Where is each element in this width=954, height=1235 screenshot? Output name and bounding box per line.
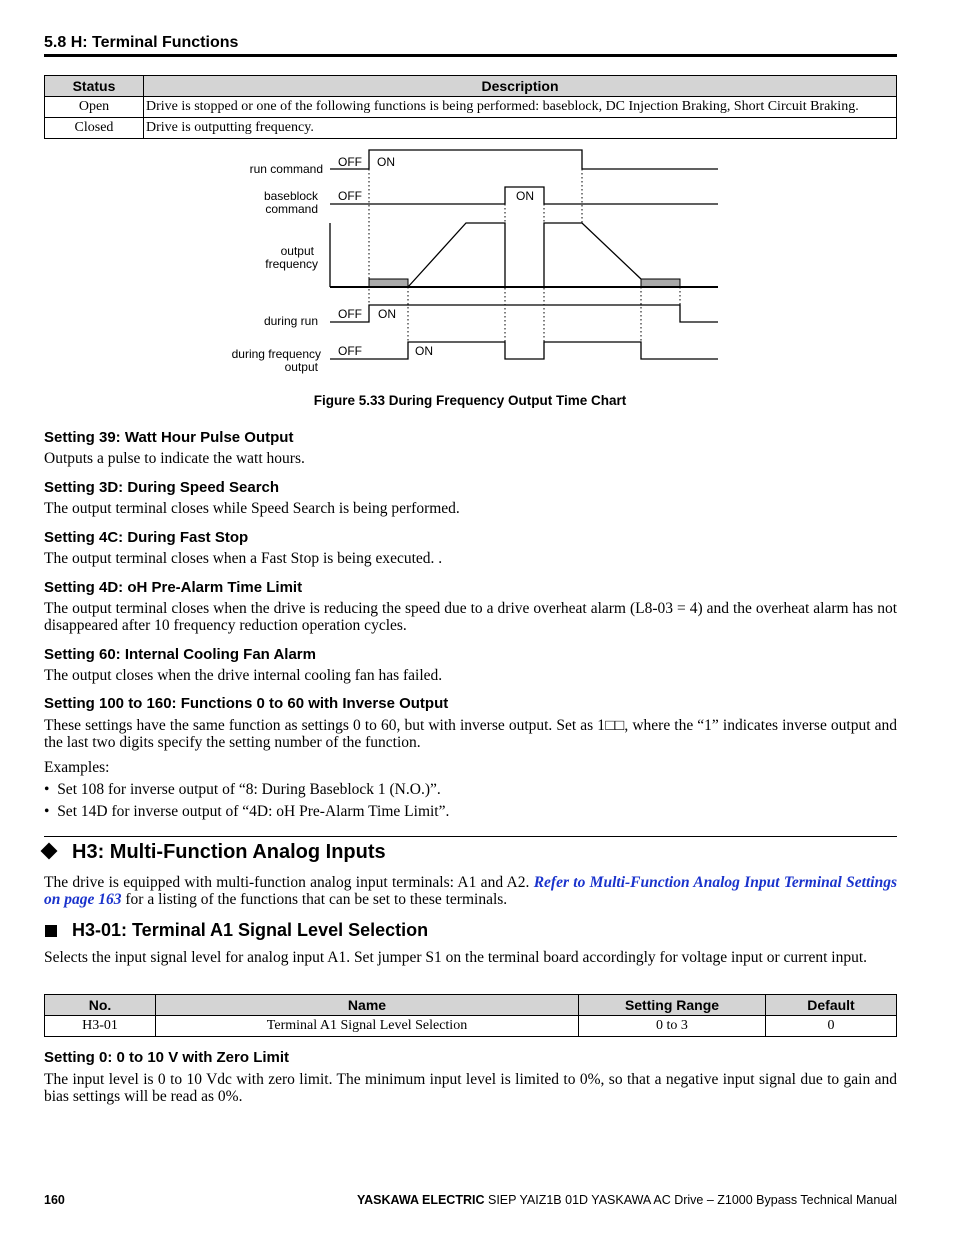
section-header: 5.8 H: Terminal Functions — [44, 34, 239, 51]
on-label: ON — [516, 189, 534, 203]
description-cell: Drive is outputting frequency. — [144, 118, 897, 139]
intro-text: for a listing of the functions that can be set to these terminals. — [121, 891, 508, 908]
output-frequency-signal — [408, 223, 505, 287]
table-row — [45, 97, 897, 118]
table-row — [45, 1016, 897, 1037]
section-title: Setting 100 to 160: Functions 0 to 60 with Inverse Output — [44, 695, 449, 712]
table-row — [45, 118, 897, 139]
parameter-table — [44, 994, 897, 1037]
section-body: The output terminal closes when the drive is reducing the speed due to a drive overheat alarm (L8-03 = 4) and the overheat alarm has not disappeared after 10 frequency reduction operation cycles. — [44, 600, 897, 634]
col-no: No. — [45, 995, 156, 1016]
cell: Terminal A1 Signal Level Selection — [156, 1016, 579, 1037]
off-label: OFF — [338, 307, 362, 321]
col-range: Setting Range — [579, 995, 766, 1016]
footer-title — [357, 1193, 897, 1207]
label-baseblock: command — [265, 202, 318, 216]
h3-title: H3: Multi-Function Analog Inputs — [72, 841, 386, 863]
cell: 0 — [766, 1016, 897, 1037]
col-name: Name — [156, 995, 579, 1016]
label-run-command: run command — [249, 162, 323, 176]
on-label: ON — [415, 344, 433, 358]
dc-injection-block — [641, 279, 680, 287]
col-status: Status — [45, 76, 144, 97]
on-label: ON — [377, 155, 395, 169]
status-table — [44, 75, 897, 139]
during-frequency-signal — [330, 342, 718, 359]
figure-caption: Figure 5.33 During Frequency Output Time Chart — [313, 393, 627, 408]
footer-manual: SIEP YAIZ1B 01D YASKAWA AC Drive – Z1000 Bypass Technical Manual — [484, 1193, 897, 1207]
example-text: Set 14D for inverse output of “4D: oH Pre-Alarm Time Limit”. — [57, 803, 450, 820]
header-rule — [44, 54, 897, 57]
label-during-frequency: during frequency — [231, 347, 321, 361]
section-title: Setting 0: 0 to 10 V with Zero Limit — [44, 1049, 290, 1066]
off-label: OFF — [338, 344, 362, 358]
section-body: The output terminal closes when a Fast Stop is being executed. . — [44, 550, 443, 567]
section-body: The output closes when the drive internal cooling fan has failed. — [44, 667, 443, 684]
footer-brand: YASKAWA ELECTRIC — [356, 1193, 485, 1207]
cell: 0 to 3 — [579, 1016, 766, 1037]
status-cell: Open — [45, 97, 144, 118]
cross-reference-link[interactable]: Refer to Multi-Function Analog Input Terminal Settings on page 163 — [44, 874, 897, 908]
on-label: ON — [378, 307, 396, 321]
description-cell: Drive is stopped or one of the following functions is being performed: baseblock, DC Injection Braking, Short Circuit Braking. — [144, 97, 897, 118]
examples-label: Examples: — [44, 759, 110, 776]
label-during-run: during run — [263, 314, 318, 328]
parameter-body: Selects the input signal level for analog input A1. Set jumper S1 on the terminal board accordingly for voltage input or current input. — [44, 949, 868, 966]
section-title: Setting 60: Internal Cooling Fan Alarm — [44, 646, 316, 663]
section-body: Outputs a pulse to indicate the watt hours. — [44, 450, 305, 467]
output-frequency-signal — [544, 223, 641, 287]
off-label: OFF — [338, 189, 362, 203]
label-baseblock: baseblock — [263, 189, 318, 203]
cell: H3-01 — [45, 1016, 156, 1037]
h3-intro — [44, 874, 897, 908]
diamond-icon — [41, 843, 58, 860]
intro-text: The drive is equipped with multi-function analog input terminals: A1 and A2. — [44, 874, 534, 891]
square-bullet-icon — [45, 925, 57, 937]
divider — [44, 836, 897, 837]
section-title: Setting 4C: During Fast Stop — [44, 529, 249, 546]
section-title: Setting 3D: During Speed Search — [44, 479, 280, 496]
parameter-title: H3-01: Terminal A1 Signal Level Selection — [72, 920, 429, 940]
list-item: • Set 108 for inverse output of “8: During Baseblock 1 (N.O.)”. — [44, 781, 441, 798]
section-title: Setting 4D: oH Pre-Alarm Time Limit — [44, 579, 303, 596]
label-output-frequency: frequency — [265, 257, 318, 271]
time-chart — [220, 145, 730, 380]
status-cell: Closed — [45, 118, 144, 139]
dc-injection-block — [369, 279, 408, 287]
section-body: These settings have the same function as settings 0 to 60, but with inverse output. Set as 1□□, where the “1” indicates inverse output and the last two digits specify the setting number of the function. — [44, 717, 897, 751]
section-body: The input level is 0 to 10 Vdc with zero limit. The minimum input level is limited to 0%, so that a negative input signal due to gain and bias settings will be read as 0%. — [44, 1071, 897, 1105]
page-number: 160 — [44, 1193, 65, 1207]
col-default: Default — [766, 995, 897, 1016]
example-text: Set 108 for inverse output of “8: During Baseblock 1 (N.O.)”. — [57, 781, 441, 798]
off-label: OFF — [338, 155, 362, 169]
label-output-frequency: output — [280, 244, 314, 258]
col-description: Description — [144, 76, 897, 97]
label-during-frequency: output — [284, 360, 318, 374]
section-title: Setting 39: Watt Hour Pulse Output — [44, 429, 294, 446]
section-body: The output terminal closes while Speed Search is being performed. — [44, 500, 460, 517]
list-item: • Set 14D for inverse output of “4D: oH Pre-Alarm Time Limit”. — [44, 803, 450, 820]
